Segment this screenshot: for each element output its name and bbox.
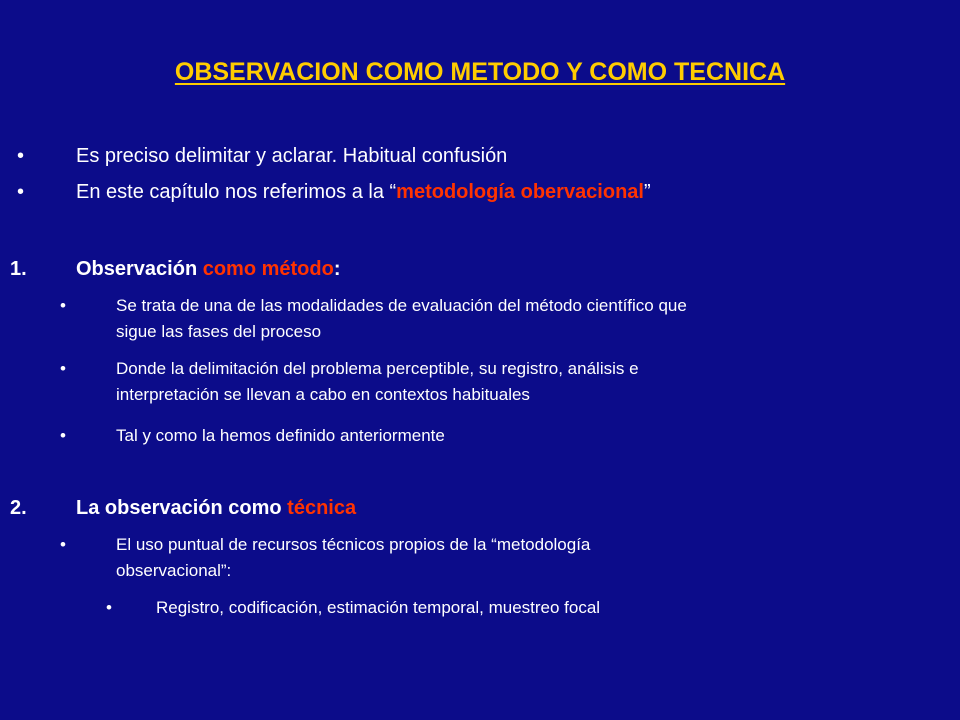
heading-red-part: técnica bbox=[287, 497, 357, 519]
bullet-text-pre: En este capítulo nos referimos a la “ bbox=[76, 181, 397, 203]
sub-bullet-line: sigue las fases del proceso bbox=[116, 322, 322, 341]
sub-sub-bullet-text: Registro, codificación, estimación temporal, muestreo focal bbox=[156, 598, 601, 617]
heading-bold-part: Observación bbox=[76, 258, 203, 280]
sub-sub-bullet-marker: • bbox=[106, 598, 112, 617]
sub-bullet-line: interpretación se llevan a cabo en contextos habituales bbox=[116, 385, 530, 404]
slide-title: OBSERVACION COMO METODO Y COMO TECNICA bbox=[174, 58, 786, 86]
sub-bullet-line: observacional”: bbox=[116, 561, 232, 580]
sub-bullet-marker: • bbox=[60, 359, 66, 378]
sub-bullet-line: Donde la delimitación del problema perceptible, su registro, análisis e bbox=[116, 359, 639, 378]
heading-red-part: como método bbox=[202, 258, 334, 280]
bullet-text-confusion: Es preciso delimitar y aclarar. Habitual confusión bbox=[76, 145, 508, 167]
sub-bullet-text bbox=[116, 423, 445, 449]
sub-bullet-text bbox=[116, 293, 687, 345]
sub-bullet-marker: • bbox=[60, 426, 66, 445]
sub-bullet-text bbox=[116, 532, 590, 584]
section-number: 1. bbox=[10, 258, 27, 280]
sub-bullet-line: El uso puntual de recursos técnicos propios de la “metodología bbox=[116, 535, 591, 554]
section-number: 2. bbox=[10, 497, 27, 519]
sub-bullet-marker: • bbox=[60, 296, 66, 315]
bullet-text-highlight: metodología obervacional bbox=[396, 181, 644, 203]
bullet-text-methodology bbox=[76, 181, 651, 204]
bullet-marker: • bbox=[17, 145, 25, 167]
bullet-marker: • bbox=[17, 181, 25, 203]
sub-bullet-marker: • bbox=[60, 535, 66, 554]
bullet-text-post: ” bbox=[643, 181, 651, 203]
sub-bullet-line: Tal y como la hemos definido anteriormente bbox=[116, 426, 445, 445]
section-heading-technique bbox=[76, 497, 356, 520]
heading-bold-part: La observación como bbox=[76, 497, 288, 519]
heading-end: : bbox=[333, 258, 341, 280]
sub-bullet-text bbox=[116, 356, 639, 408]
section-heading-method bbox=[76, 258, 341, 281]
sub-bullet-line: Se trata de una de las modalidades de evaluación del método científico que bbox=[116, 296, 687, 315]
